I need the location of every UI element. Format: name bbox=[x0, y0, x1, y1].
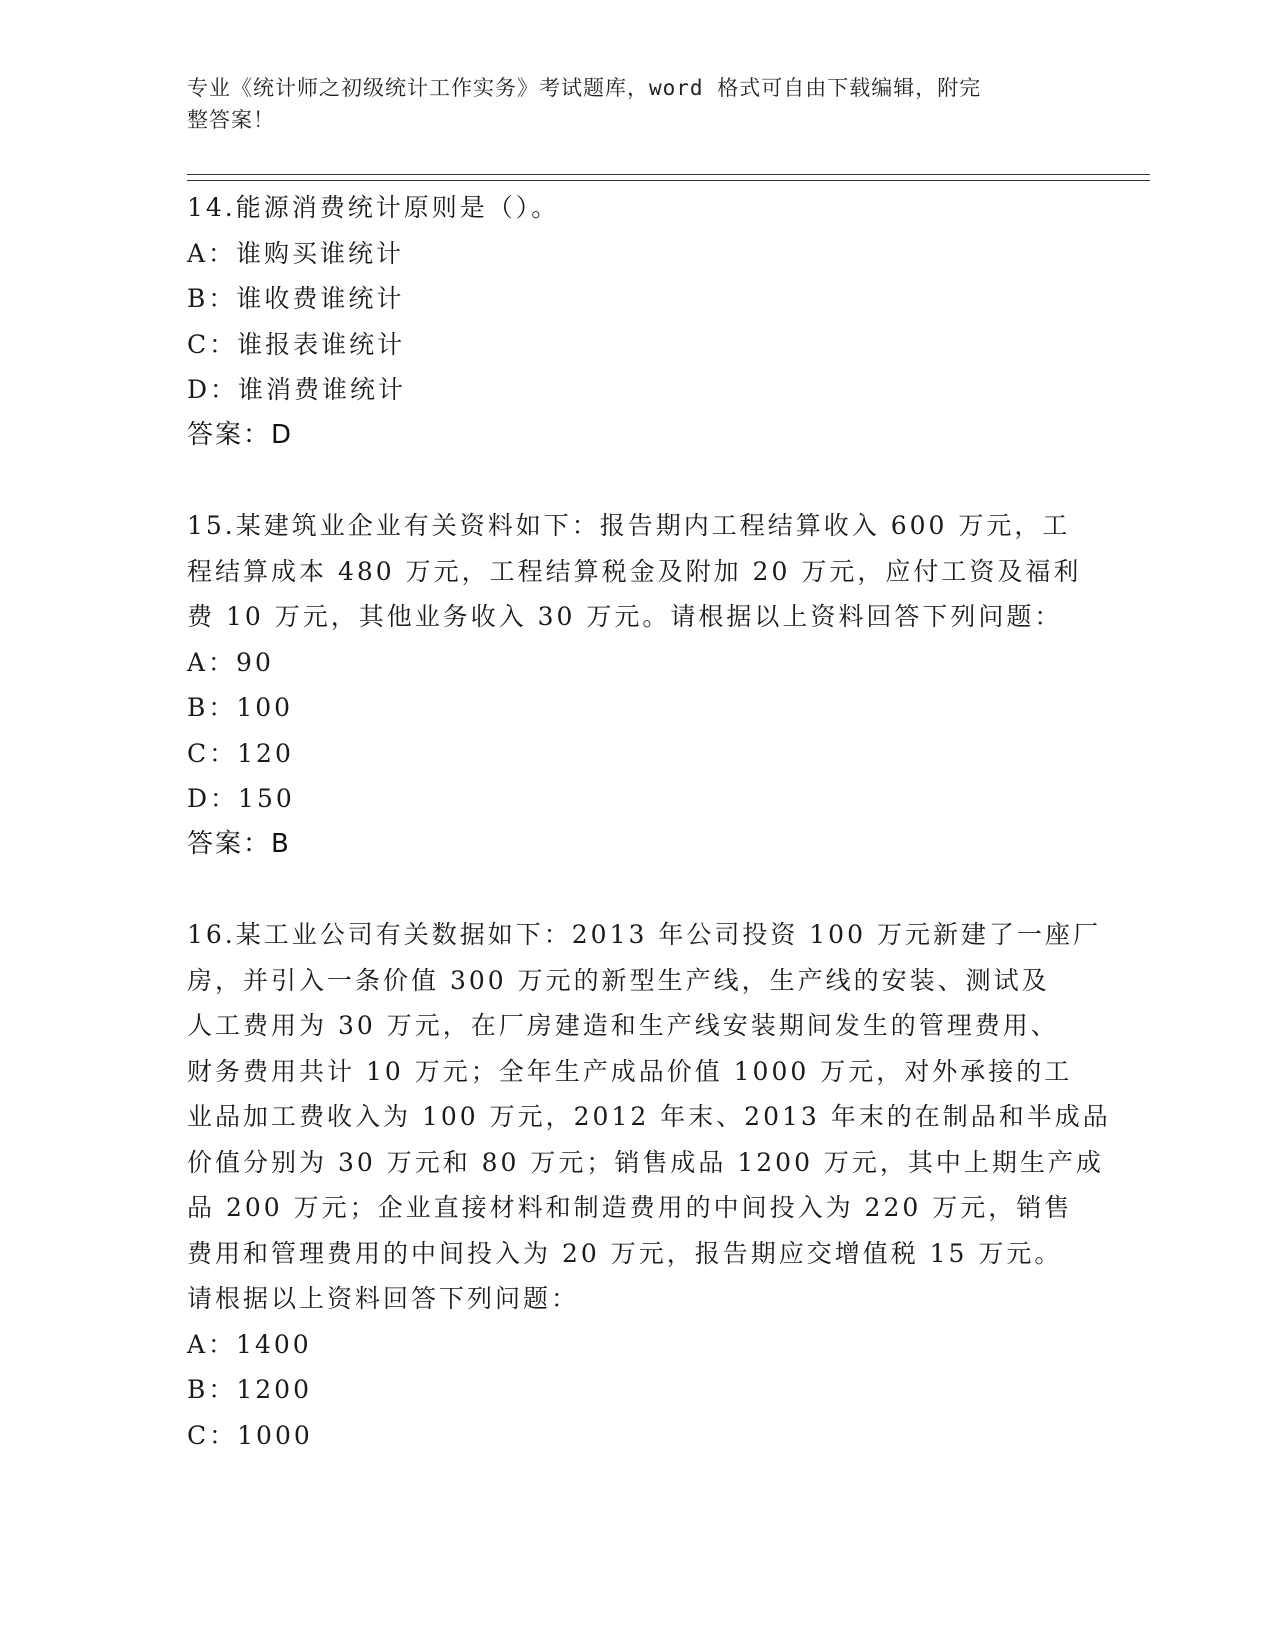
option-b: B：100 bbox=[187, 693, 294, 722]
header-divider-top bbox=[187, 174, 1150, 175]
question-stem-line: 人工费用为 30 万元，在厂房建造和生产线安装期间发生的管理费用、 bbox=[187, 1011, 1059, 1040]
header-line-1: 专业《统计师之初级统计工作实务》考试题库，word 格式可自由下载编辑，附完 bbox=[187, 76, 982, 100]
option-a: A：90 bbox=[187, 647, 274, 677]
question-stem-line: 程结算成本 480 万元，工程结算税金及附加 20 万元，应付工资及福利 bbox=[187, 556, 1082, 586]
question-16 bbox=[187, 912, 1111, 1458]
option-b: B：1200 bbox=[187, 1375, 312, 1404]
option-c: C：1000 bbox=[187, 1420, 313, 1450]
answer: 答案：D bbox=[187, 419, 294, 450]
question-stem-line: 14.能源消费统计原则是（）。 bbox=[187, 193, 560, 222]
question-stem-line: 请根据以上资料回答下列问题： bbox=[187, 1284, 580, 1313]
question-spacer bbox=[187, 867, 1087, 912]
question-stem-line: 房，并引入一条价值 300 万元的新型生产线，生产线的安装、测试及 bbox=[187, 965, 1050, 995]
option-b: B：谁收费谁统计 bbox=[187, 284, 405, 313]
question-15 bbox=[187, 503, 1087, 867]
option-c: C：120 bbox=[187, 738, 294, 768]
question-list bbox=[187, 185, 1111, 1458]
option-a: A：1400 bbox=[187, 1329, 312, 1359]
question-stem-line: 费 10 万元，其他业务收入 30 万元。请根据以上资料回答下列问题： bbox=[187, 602, 1063, 631]
question-stem-line: 业品加工费收入为 100 万元，2012 年末、2013 年末的在制品和半成品 bbox=[187, 1102, 1111, 1131]
question-stem-line: 16.某工业公司有关数据如下：2013 年公司投资 100 万元新建了一座厂 bbox=[187, 920, 1101, 949]
question-14 bbox=[187, 185, 1087, 458]
option-c: C：谁报表谁统计 bbox=[187, 329, 406, 359]
question-stem-line: 财务费用共计 10 万元；全年生产成品价值 1000 万元，对外承接的工 bbox=[187, 1056, 1073, 1086]
option-d: D：谁消费谁统计 bbox=[187, 375, 407, 404]
question-spacer bbox=[187, 458, 1087, 503]
question-stem-line: 费用和管理费用的中间投入为 20 万元，报告期应交增值税 15 万元。 bbox=[187, 1238, 1063, 1268]
answer: 答案：B bbox=[187, 828, 291, 859]
header-line-2: 整答案！ bbox=[187, 108, 275, 132]
option-d: D：150 bbox=[187, 784, 295, 813]
option-a: A：谁购买谁统计 bbox=[187, 238, 405, 268]
question-stem-line: 价值分别为 30 万元和 80 万元；销售成品 1200 万元，其中上期生产成 bbox=[187, 1147, 1104, 1177]
question-stem-line: 品 200 万元；企业直接材料和制造费用的中间投入为 220 万元，销售 bbox=[187, 1193, 1073, 1222]
question-stem-line: 15.某建筑业企业有关资料如下：报告期内工程结算收入 600 万元，工 bbox=[187, 511, 1071, 540]
document-header bbox=[187, 72, 1067, 136]
header-divider-bottom bbox=[187, 180, 1150, 181]
